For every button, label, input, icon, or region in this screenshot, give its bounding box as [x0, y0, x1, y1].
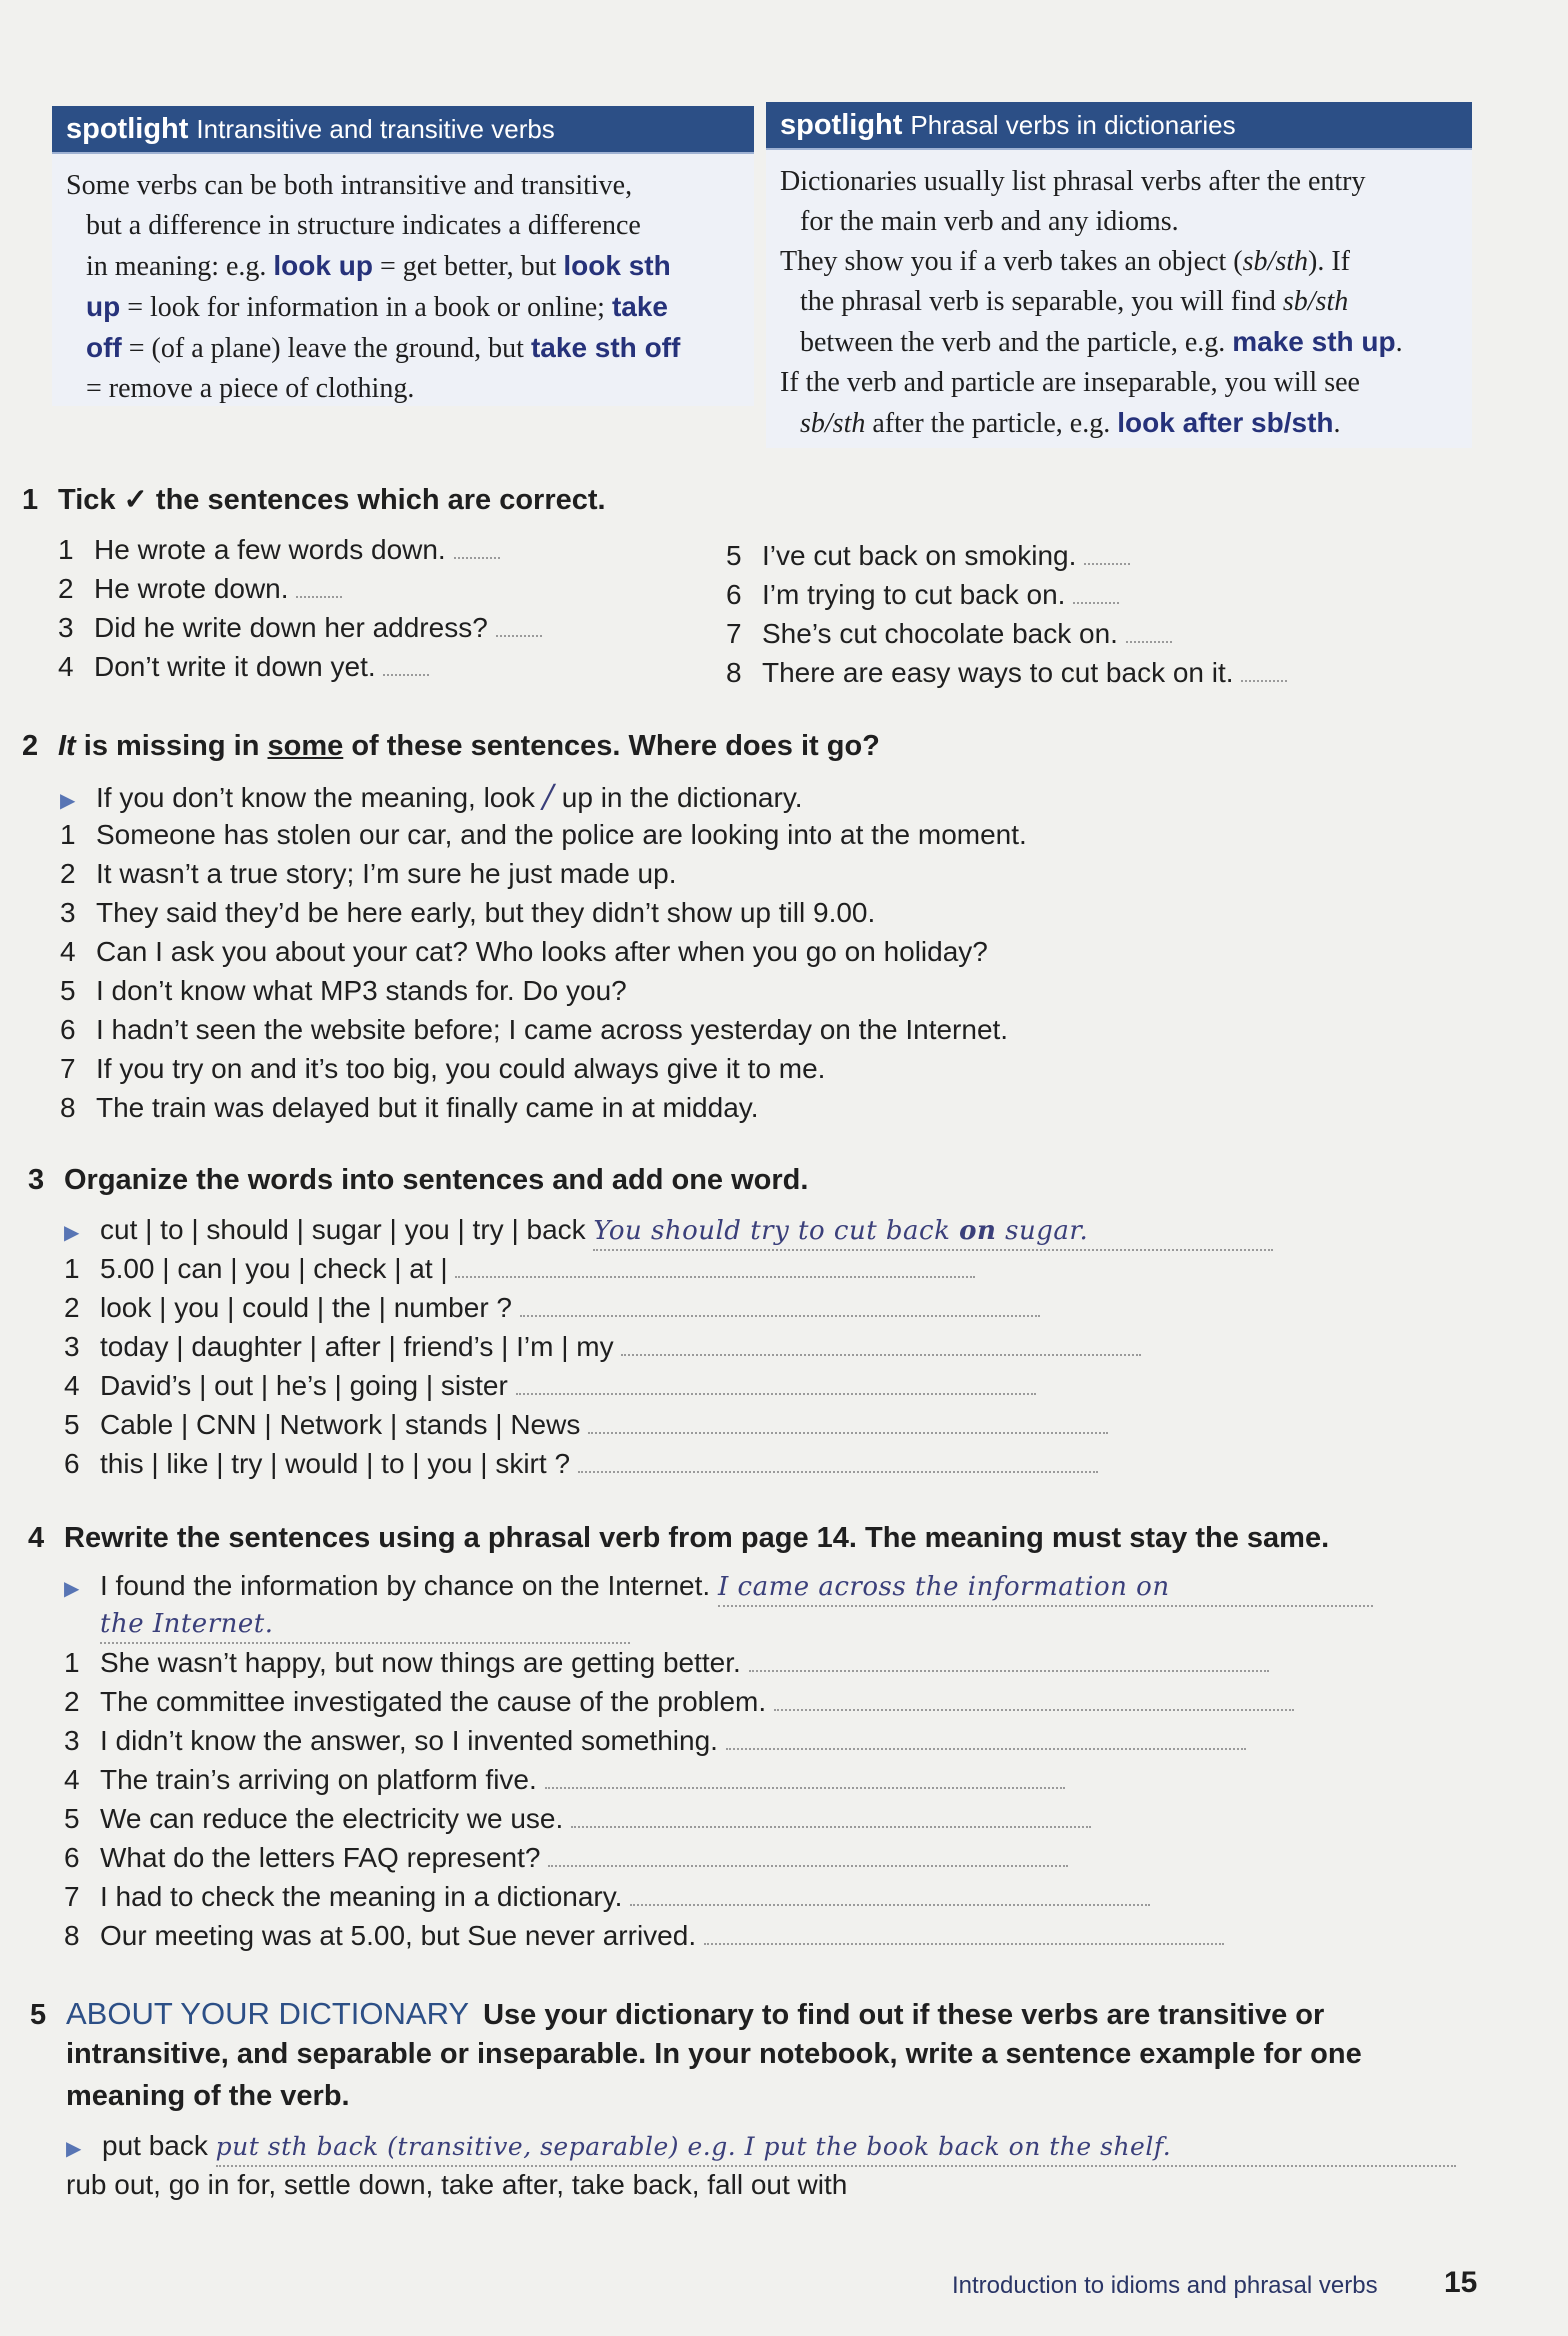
list-item: 6 I’m trying to cut back on.: [726, 577, 1119, 613]
verb-list: rub out, go in for, settle down, take after, take back, fall out with: [66, 2169, 848, 2200]
spotlight-line: = remove a piece of clothing.: [86, 373, 415, 404]
answer-line[interactable]: [545, 1763, 1065, 1789]
spotlight-title: Intransitive and transitive verbs: [196, 114, 555, 144]
list-item: 3 Did he write down her address?: [58, 610, 542, 646]
list-item: 4 Can I ask you about your cat? Who looks after when you go on holiday?: [60, 936, 988, 967]
handwritten-answer-continued: the Internet.: [100, 1606, 630, 1644]
answer-line[interactable]: [1126, 617, 1172, 643]
list-item: 1 5.00 | can | you | check | at |: [64, 1251, 975, 1287]
spotlight-keyword: spotlight: [780, 109, 903, 141]
example-arrow-icon: ▶: [66, 2138, 82, 2160]
answer-line[interactable]: [1084, 539, 1130, 565]
spotlight-body: Dictionaries usually list phrasal verbs after the entry for the main verb and any idioms. They show you if a verb takes an object (sb/sth). If the phrasal verb is separable, you will find sb/sth between the verb and the particle, e.g. make sth up. If the verb and particle are inseparable, you will see sb/sth after the particle, e.g. look after sb/sth.: [780, 166, 1403, 439]
list-item: 4 Don’t write it down yet.: [58, 649, 429, 685]
spotlight-keyword: spotlight: [66, 113, 189, 145]
answer-line[interactable]: [455, 1252, 975, 1278]
spotlight-line: up = look for information in a book or online; take: [86, 291, 668, 323]
spotlight-body: [52, 154, 754, 419]
answer-line[interactable]: [726, 1724, 1246, 1750]
example-item: ▶ If you don’t know the meaning, look / up in the dictionary.: [60, 778, 803, 814]
page-number: 15: [1444, 2266, 1478, 2299]
spotlight-box-transitive: [52, 106, 754, 406]
answer-line[interactable]: [630, 1880, 1150, 1906]
exercise-4-heading: 4 Rewrite the sentences using a phrasal verb from page 14. The meaning must stay the same.: [28, 1522, 1330, 1554]
answer-line[interactable]: [774, 1685, 1294, 1711]
example-item: ▶ cut | to | should | sugar | you | try | back You should try to cut back on sugar.: [64, 1212, 1273, 1248]
list-item: 2 It wasn’t a true story; I’m sure he just made up.: [60, 858, 677, 889]
example-arrow-icon: ▶: [60, 790, 76, 812]
list-item: 5 We can reduce the electricity we use.: [64, 1801, 1091, 1837]
spotlight-line: in meaning: e.g. look up = get better, but look sth: [86, 250, 671, 282]
handwritten-answer[interactable]: put sth back (transitive, separable) e.g. I put the book back on the shelf.: [216, 2129, 1456, 2167]
example-item: ▶ I found the information by chance on the Internet. I came across the information on: [64, 1568, 1373, 1604]
list-item: 2 He wrote down.: [58, 571, 342, 607]
spotlight-line: off = (of a plane) leave the ground, but take sth off: [86, 332, 681, 364]
spotlight-header: [52, 106, 754, 154]
footer-section-title: Introduction to idioms and phrasal verbs: [952, 2272, 1378, 2299]
spotlight-box-dictionaries: [766, 102, 1472, 448]
list-item: 4 David’s | out | he’s | going | sister: [64, 1368, 1036, 1404]
list-item: 8 There are easy ways to cut back on it.: [726, 655, 1287, 691]
answer-line[interactable]: [1073, 578, 1119, 604]
answer-line[interactable]: [1241, 656, 1287, 682]
answer-line[interactable]: [749, 1646, 1269, 1672]
list-item: 3 today | daughter | after | friend’s | I’m | my: [64, 1329, 1141, 1365]
answer-line[interactable]: [520, 1291, 1040, 1317]
handwritten-answer[interactable]: You should try to cut back on sugar.: [593, 1213, 1273, 1251]
list-item: 7 She’s cut chocolate back on.: [726, 616, 1172, 652]
list-item: 1 He wrote a few words down.: [58, 532, 500, 568]
answer-line[interactable]: [296, 572, 342, 598]
answer-line[interactable]: [383, 650, 429, 676]
list-item: 1 Someone has stolen our car, and the police are looking into at the moment.: [60, 819, 1027, 850]
list-item: 6 What do the letters FAQ represent?: [64, 1840, 1068, 1876]
exercise-3-heading: 3 Organize the words into sentences and add one word.: [28, 1164, 809, 1196]
list-item: 3 They said they’d be here early, but they didn’t show up till 9.00.: [60, 897, 876, 928]
handwritten-answer[interactable]: I came across the information on: [718, 1569, 1373, 1607]
exercise-5-instruction-line: meaning of the verb.: [66, 2080, 350, 2112]
list-item: 4 The train’s arriving on platform five.: [64, 1762, 1065, 1798]
answer-line[interactable]: [588, 1408, 1108, 1434]
exercise-5-heading: 5 ABOUT YOUR DICTIONARY Use your dictionary to find out if these verbs are transitive or: [30, 1996, 1325, 2031]
answer-line[interactable]: [578, 1447, 1098, 1473]
list-item: 6 this | like | try | would | to | you | skirt ?: [64, 1446, 1098, 1482]
about-your-dictionary-label: ABOUT YOUR DICTIONARY: [66, 1996, 470, 2031]
list-item: 5 I don’t know what MP3 stands for. Do you?: [60, 975, 627, 1006]
example-arrow-icon: ▶: [64, 1222, 80, 1244]
example-item: ▶ put back put sth back (transitive, separable) e.g. I put the book back on the shelf.: [66, 2128, 1456, 2164]
list-item: 1 She wasn’t happy, but now things are getting better.: [64, 1645, 1269, 1681]
answer-line[interactable]: [704, 1919, 1224, 1945]
handwritten-insert-mark: /: [542, 777, 554, 815]
example-arrow-icon: ▶: [64, 1578, 80, 1600]
list-item: 3 I didn’t know the answer, so I invented something.: [64, 1723, 1246, 1759]
exercise-2-heading: 2 It is missing in some of these sentences. Where does it go?: [22, 730, 880, 762]
answer-line[interactable]: [496, 611, 542, 637]
list-item: 8 Our meeting was at 5.00, but Sue never arrived.: [64, 1918, 1224, 1954]
phrase-make-sth-up: make sth up: [1232, 326, 1396, 357]
list-item: 7 If you try on and it’s too big, you could always give it to me.: [60, 1053, 826, 1084]
list-item: 7 I had to check the meaning in a dictionary.: [64, 1879, 1150, 1915]
answer-line[interactable]: [548, 1841, 1068, 1867]
spotlight-line: but a difference in structure indicates a difference: [86, 210, 641, 241]
phrase-look-up: look up: [273, 250, 373, 281]
spotlight-title: Phrasal verbs in dictionaries: [910, 110, 1236, 140]
list-item: 8 The train was delayed but it finally came in at midday.: [60, 1092, 759, 1123]
list-item: 6 I hadn’t seen the website before; I came across yesterday on the Internet.: [60, 1014, 1009, 1045]
answer-line[interactable]: [571, 1802, 1091, 1828]
list-item: 2 look | you | could | the | number ?: [64, 1290, 1040, 1326]
list-item: 2 The committee investigated the cause of the problem.: [64, 1684, 1294, 1720]
answer-line[interactable]: [454, 533, 500, 559]
phrase-look-after: look after sb/sth: [1117, 407, 1334, 438]
spotlight-line: Some verbs can be both intransitive and transitive,: [66, 170, 633, 201]
phrase-look-sth: look sth: [563, 250, 671, 281]
exercise-1-heading: 1 Tick ✓ the sentences which are correct.: [22, 484, 606, 516]
answer-line[interactable]: [516, 1369, 1036, 1395]
exercise-5-instruction-line: intransitive, and separable or inseparable. In your notebook, write a sentence example for one: [66, 2038, 1362, 2070]
spotlight-header: [766, 102, 1472, 150]
list-item: 5 Cable | CNN | Network | stands | News: [64, 1407, 1108, 1443]
list-item: 5 I’ve cut back on smoking.: [726, 538, 1130, 574]
answer-line[interactable]: [621, 1330, 1141, 1356]
